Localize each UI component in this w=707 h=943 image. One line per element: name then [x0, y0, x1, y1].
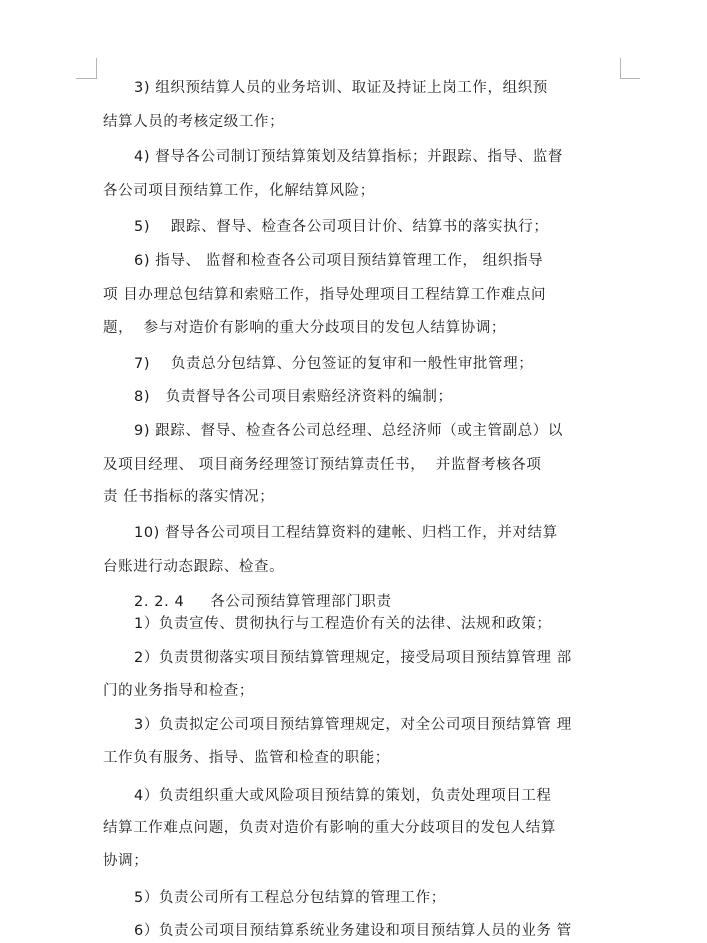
text-line: 3）负责拟定公司项目预结算管理规定，对全公司项目预结算管 理	[134, 717, 572, 733]
text-line: 9) 跟踪、督导、检查各公司总经理、总经济师（或主管副总）以	[134, 423, 563, 439]
text-line: 1）负责宣传、贯彻执行与工程造价有关的法律、法规和政策；	[134, 616, 552, 632]
text-line: 5) 跟踪、督导、检查各公司项目计价、结算书的落实执行；	[134, 219, 549, 235]
text-line: 各公司项目预结算工作，化解结算风险；	[103, 183, 375, 199]
text-line: 责 任书指标的落实情况；	[103, 489, 275, 505]
text-line: 门的业务指导和检查；	[103, 683, 254, 699]
text-line: 结算工作难点问题，负责对造价有影响的重大分歧项目的发包人结算	[103, 820, 556, 836]
text-line: 6) 指导、 监督和检查各公司项目预结算管理工作， 组织指导	[134, 253, 544, 269]
text-line: 工作负有服务、指导、监管和检查的职能；	[103, 750, 390, 766]
text-line: 项 目办理总包结算和索赔工作，指导处理项目工程结算工作难点问	[103, 287, 547, 303]
text-line: 10) 督导各公司项目工程结算资料的建帐、归档工作，并对结算	[134, 525, 558, 541]
text-line: 5）负责公司所有工程总分包结算的管理工作；	[134, 890, 446, 906]
text-line: 结算人员的考核定级工作；	[103, 114, 285, 130]
text-line: 8) 负责督导各公司项目索赔经济资料的编制；	[134, 389, 453, 405]
text-line: 协调；	[103, 853, 149, 869]
text-line: 3) 组织预结算人员的业务培训、取证及持证上岗工作，组织预	[134, 80, 548, 96]
text-line: 台账进行动态跟踪、检查。	[103, 559, 285, 575]
text-line: 2）负责贯彻落实项目预结算管理规定，接受局项目预结算管理 部	[134, 650, 572, 666]
section-heading: 2. 2. 4 各公司预结算管理部门职责	[134, 594, 392, 610]
text-line: 4）负责组织重大或风险项目预结算的策划，负责处理项目工程	[134, 788, 552, 804]
text-line: 4) 督导各公司制订预结算策划及结算指标；并跟踪、指导、监督	[134, 149, 563, 165]
text-line: 及项目经理、 项目商务经理签订预结算责任书， 并监督考核各项	[103, 457, 542, 473]
text-line: 6）负责公司项目预结算系统业务建设和项目预结算人员的业务 管	[134, 923, 572, 939]
text-line: 题， 参与对造价有影响的重大分歧项目的发包人结算协调；	[103, 320, 507, 336]
text-line: 7) 负责总分包结算、分包签证的复审和一般性审批管理；	[134, 356, 534, 372]
